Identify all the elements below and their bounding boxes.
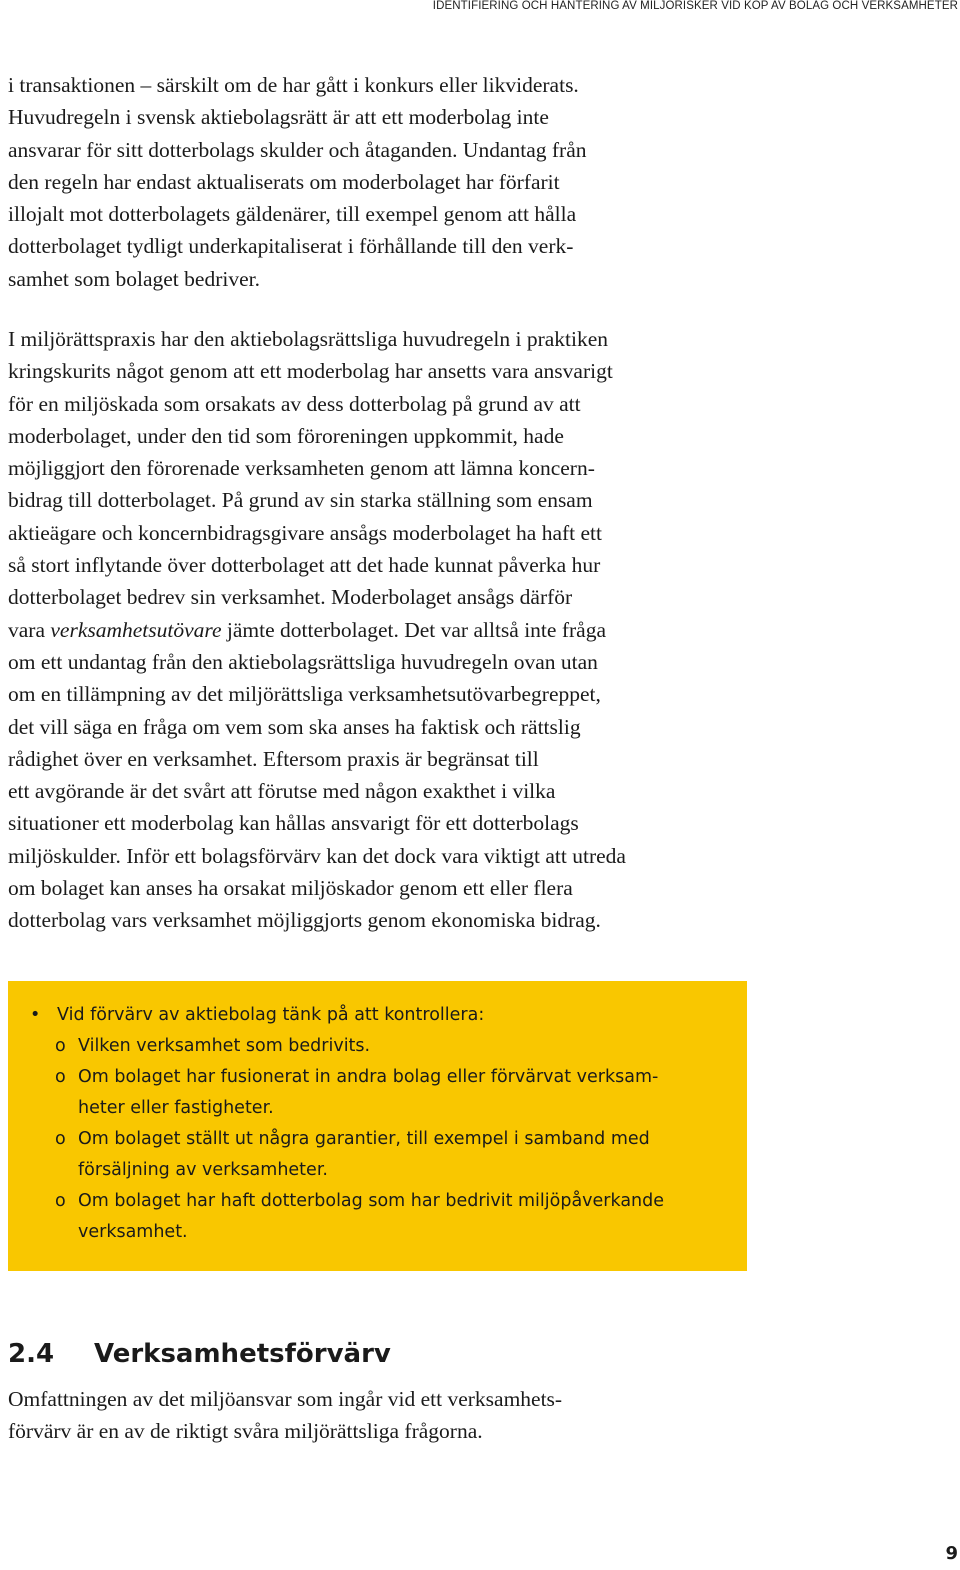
line-text-after: jämte dotterbolaget. Det var alltså inte fråga (221, 617, 606, 642)
paragraph-line: Huvudregeln i svensk aktiebolagsrätt är att ett moderbolag inte (8, 105, 549, 130)
paragraph-line: om ett undantag från den aktiebolagsrättsliga huvudregeln ovan utan (8, 649, 598, 674)
circle-marker-icon: o (55, 1191, 66, 1211)
checklist-item (8, 1124, 664, 1186)
checklist-item (8, 1186, 664, 1248)
paragraph-line: ett avgörande är det svårt att förutse med någon exakthet i vilka (8, 779, 556, 804)
paragraph-line: illojalt mot dotterbolagets gäldenärer, till exempel genom att hålla (8, 202, 577, 227)
paragraph-line: för en miljöskada som orsakats av dess dotterbolag på grund av att (8, 391, 581, 416)
paragraph-line: I miljörättspraxis har den aktiebolagsrättsliga huvudregeln i praktiken (8, 327, 609, 351)
paragraph-line: situationer ett moderbolag kan hållas ansvarigt för ett dotterbolags (8, 811, 579, 836)
paragraph-2 (8, 323, 753, 937)
line-text-before: vara (8, 617, 51, 642)
paragraph-line: ansvarar för sitt dotterbolags skulder och åtaganden. Undantag från (8, 137, 587, 162)
checklist-callout-box (8, 981, 747, 1271)
section-paragraph (8, 1383, 753, 1448)
paragraph-line: det vill säga en fråga om vem som ska anses ha faktisk och rättslig (8, 714, 581, 739)
paragraph-line: samhet som bolaget bedriver. (8, 266, 260, 291)
running-header: IDENTIFIERING OCH HANTERING AV MILJÖRISKER VID KÖP AV BOLAG OCH VERKSAMHETER (432, 0, 958, 12)
checklist (8, 1000, 664, 1248)
circle-marker-icon: o (55, 1129, 66, 1149)
checklist-intro (8, 1000, 664, 1031)
paragraph-line: den regeln har endast aktualiserats om moderbolaget har förfarit (8, 169, 560, 194)
page-number: 9 (945, 1543, 958, 1564)
paragraph-line: bidrag till dotterbolaget. På grund av sin starka ställning som ensam (8, 488, 593, 513)
paragraph-line: miljöskulder. Inför ett bolagsförvärv kan det dock vara viktigt att utreda (8, 843, 626, 868)
checklist-item-line: Vilken verksamhet som bedrivits. (78, 1036, 371, 1056)
section-number: 2.4 (8, 1339, 55, 1369)
circle-marker-icon: o (55, 1036, 66, 1056)
checklist-item (8, 1062, 664, 1124)
section-heading (8, 1334, 391, 1374)
emphasized-term: verksamhetsutövare (50, 617, 222, 642)
paragraph-line: dotterbolag vars verksamhet möjliggjorts genom ekonomiska bidrag. (8, 908, 601, 933)
paragraph-line: om en tillämpning av det miljörättsliga verksamhetsutövarbegreppet, (8, 682, 601, 707)
checklist-intro-text: Vid förvärv av aktiebolag tänk på att kontrollera: (57, 1005, 485, 1025)
checklist-item-line: Om bolaget ställt ut några garantier, till exempel i samband med (78, 1129, 650, 1149)
paragraph-line: om bolaget kan anses ha orsakat miljöskador genom ett eller flera (8, 876, 573, 901)
paragraph-line: Omfattningen av det miljöansvar som ingår vid ett verksamhets- (8, 1387, 563, 1411)
paragraph-line: dotterbolaget tydligt underkapitaliserat i förhållande till den verk- (8, 234, 574, 259)
circle-marker-icon: o (55, 1067, 66, 1087)
bullet-icon: • (30, 1005, 41, 1025)
checklist-item-line: verksamhet. (78, 1222, 188, 1242)
section-title: Verksamhetsförvärv (94, 1339, 391, 1369)
paragraph-line: moderbolaget, under den tid som föroreningen uppkommit, hade (8, 423, 564, 448)
paragraph-1 (8, 69, 753, 295)
paragraph-line: rådighet över en verksamhet. Eftersom praxis är begränsat till (8, 746, 539, 771)
paragraph-line: så stort inflytande över dotterbolaget att det hade kunnat påverka hur (8, 553, 601, 578)
paragraph-line: i transaktionen – särskilt om de har gått i konkurs eller likviderats. (8, 73, 579, 97)
paragraph-line: förvärv är en av de riktigt svåra miljörättsliga frågorna. (8, 1419, 483, 1444)
checklist-item-line: heter eller fastigheter. (78, 1098, 274, 1118)
paragraph-line: aktieägare och koncernbidragsgivare ansågs moderbolaget ha haft ett (8, 520, 602, 545)
checklist-item (8, 1031, 664, 1062)
checklist-item-line: Om bolaget har haft dotterbolag som har bedrivit miljöpåverkande (78, 1191, 665, 1211)
checklist-item-line: försäljning av verksamheter. (78, 1160, 328, 1180)
paragraph-line: möjliggjort den förorenade verksamheten genom att lämna koncern- (8, 456, 595, 481)
paragraph-line: kringskurits något genom att ett moderbolag har ansetts vara ansvarigt (8, 359, 613, 384)
checklist-item-line: Om bolaget har fusionerat in andra bolag eller förvärvat verksam- (78, 1067, 659, 1087)
paragraph-line-with-emphasis (8, 614, 753, 646)
paragraph-line: dotterbolaget bedrev sin verksamhet. Moderbolaget ansågs därför (8, 585, 573, 610)
